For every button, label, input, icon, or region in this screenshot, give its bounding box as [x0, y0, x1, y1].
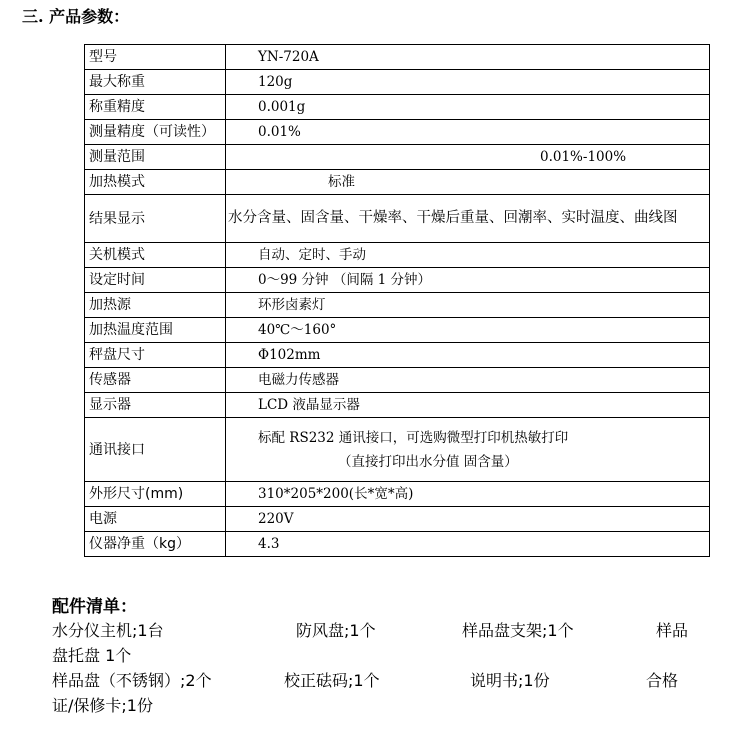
spec-label: 称重精度: [85, 95, 226, 120]
table-row: [85, 482, 710, 507]
spec-value: 0.01%: [226, 120, 710, 145]
list-item: 说明书;1份: [470, 671, 550, 690]
spec-value: 220V: [226, 507, 710, 532]
table-row: [85, 120, 710, 145]
table-row: [85, 293, 710, 318]
list-row: [52, 693, 742, 718]
spec-label: 加热温度范围: [85, 318, 226, 343]
spec-label: 显示器: [85, 393, 226, 418]
spec-label: 秤盘尺寸: [85, 343, 226, 368]
list-item: 水分仪主机;1台: [52, 621, 164, 640]
spec-value-line-2: （直接打印出水分值 固含量）: [338, 453, 518, 470]
spec-value: YN-720A: [226, 45, 710, 70]
spec-value: [226, 418, 710, 482]
list-item: 样品盘（不锈钢）;2个: [52, 671, 212, 690]
section-title: 三. 产品参数：: [22, 7, 130, 26]
spec-value: 4.3: [226, 532, 710, 557]
spec-value: Φ102mm: [226, 343, 710, 368]
table-row: [85, 318, 710, 343]
list-item: 样品盘支架;1个: [462, 621, 574, 640]
list-item-wrap: 盘托盘 1个: [52, 646, 132, 665]
spec-label: 外形尺寸(mm): [85, 482, 226, 507]
list-row: [52, 618, 742, 643]
table-row: [85, 45, 710, 70]
list-item-wrap: 合格: [646, 671, 679, 690]
spec-value: 120g: [226, 70, 710, 95]
spec-label: 设定时间: [85, 268, 226, 293]
list-item: 校正砝码;1个: [284, 671, 380, 690]
list-row: [52, 668, 742, 693]
spec-label: 仪器净重（kg）: [85, 532, 226, 557]
spec-label: 传感器: [85, 368, 226, 393]
table-row: [85, 170, 710, 195]
table-row: [85, 145, 710, 170]
spec-value: 电磁力传感器: [226, 368, 710, 393]
accessories-list: [52, 618, 742, 718]
spec-value: 0.001g: [226, 95, 710, 120]
spec-value: 40℃～160°: [226, 318, 710, 343]
table-row: [85, 532, 710, 557]
list-item-wrap: 证/保修卡;1份: [52, 696, 153, 715]
spec-value: 环形卤素灯: [226, 293, 710, 318]
spec-label: 通讯接口: [85, 418, 226, 482]
table-row: [85, 70, 710, 95]
spec-value: LCD 液晶显示器: [226, 393, 710, 418]
table-row: [85, 268, 710, 293]
spec-label: 关机模式: [85, 243, 226, 268]
table-row: [85, 418, 710, 482]
spec-label: 加热源: [85, 293, 226, 318]
spec-label: 最大称重: [85, 70, 226, 95]
spec-value: 自动、定时、手动: [226, 243, 710, 268]
spec-label: 电源: [85, 507, 226, 532]
table-row: [85, 368, 710, 393]
spec-value-text: 标准: [328, 174, 355, 190]
spec-value: 0～99 分钟 （间隔 1 分钟）: [226, 268, 710, 293]
list-item: 防风盘;1个: [296, 621, 376, 640]
list-item-wrap: 样品: [656, 621, 689, 640]
spec-label: 结果显示: [85, 195, 226, 243]
spec-label: 加热模式: [85, 170, 226, 195]
spec-value: 310*205*200(长*宽*高): [226, 482, 710, 507]
table-row: [85, 243, 710, 268]
accessories-title: 配件清单：: [52, 597, 137, 617]
spec-label: 测量精度（可读性）: [85, 120, 226, 145]
spec-label: 测量范围: [85, 145, 226, 170]
table-row: [85, 507, 710, 532]
spec-label: 型号: [85, 45, 226, 70]
spec-value: [226, 145, 710, 170]
spec-table: [84, 44, 710, 557]
table-row: [85, 195, 710, 243]
list-row: [52, 643, 742, 668]
table-row: [85, 393, 710, 418]
spec-value: [226, 170, 710, 195]
spec-value-text: 0.01%-100%: [540, 149, 627, 165]
spec-value-line-1: 标配 RS232 通讯接口，可选购微型打印机热敏打印: [258, 429, 569, 446]
table-row: [85, 343, 710, 368]
table-row: [85, 95, 710, 120]
spec-value: 水分含量、固含量、干燥率、干燥后重量、回潮率、实时温度、曲线图: [226, 195, 710, 243]
